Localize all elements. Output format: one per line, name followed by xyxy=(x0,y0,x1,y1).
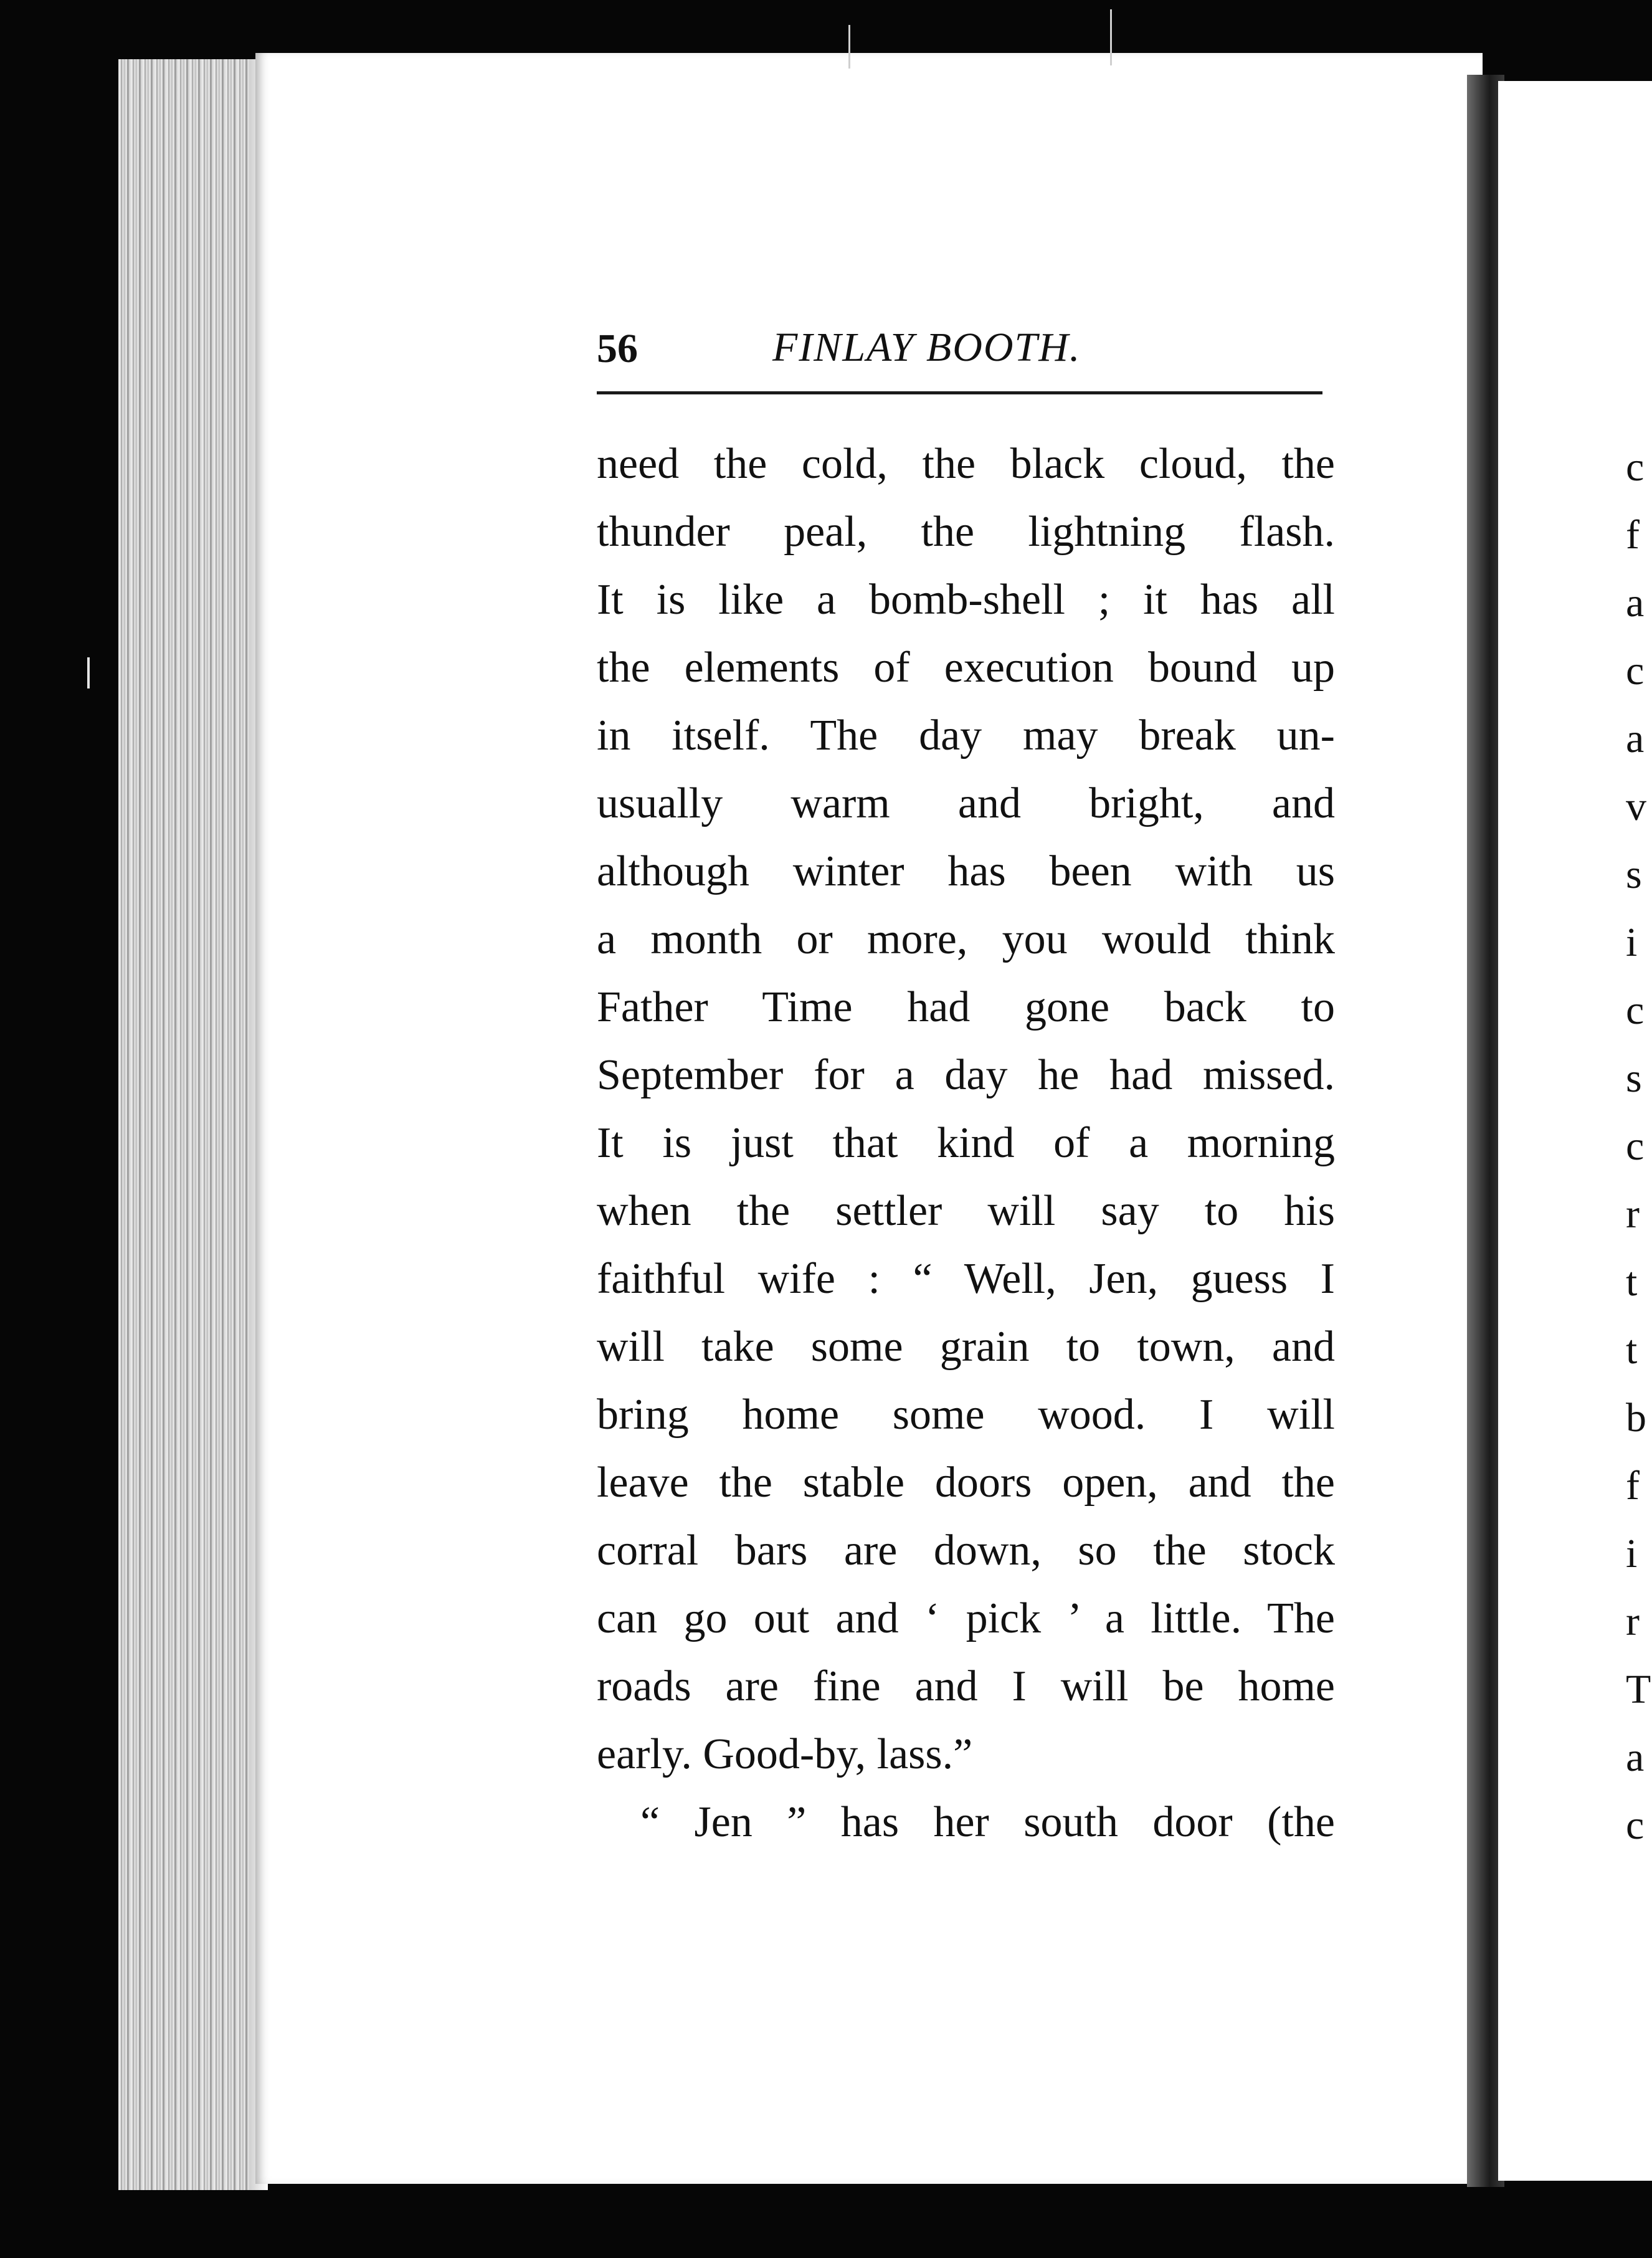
header-rule xyxy=(597,391,1322,394)
facing-letter: a xyxy=(1626,1735,1645,1780)
text-line: September for a day he had missed. xyxy=(597,1051,1335,1099)
text-line: It is just that kind of a morning xyxy=(597,1119,1335,1167)
text-line: the elements of execution bound up xyxy=(597,644,1335,692)
text-line: need the cold, the black cloud, the xyxy=(597,440,1335,488)
facing-letter: T xyxy=(1626,1667,1651,1712)
running-title: FINLAY BOOTH. xyxy=(772,325,1081,370)
text-line: usually warm and bright, and xyxy=(597,779,1335,827)
page-number: 56 xyxy=(597,326,638,371)
facing-page-text-fragments xyxy=(1626,433,1651,1859)
facing-letter: c xyxy=(1626,444,1645,490)
text-line: corral bars are down, so the stock xyxy=(597,1527,1335,1574)
facing-letter: t xyxy=(1626,1259,1638,1305)
facing-letter: f xyxy=(1626,1463,1640,1508)
text-line: roads are fine and I will be home xyxy=(597,1662,1335,1710)
running-header xyxy=(597,317,1326,391)
facing-letter: v xyxy=(1626,784,1646,829)
stacked-page-edges xyxy=(118,59,268,2190)
text-line: in itself. The day may break un- xyxy=(597,712,1335,760)
facing-letter: r xyxy=(1626,1599,1640,1644)
facing-letter: i xyxy=(1626,1531,1638,1576)
facing-letter: r xyxy=(1626,1191,1640,1237)
facing-letter: c xyxy=(1626,988,1645,1033)
body-text xyxy=(597,430,1335,1856)
facing-letter: i xyxy=(1626,920,1638,965)
text-line: can go out and ‘ pick ’ a little. The xyxy=(597,1594,1335,1642)
facing-letter: b xyxy=(1626,1395,1646,1441)
facing-letter: a xyxy=(1626,580,1645,626)
facing-letter: t xyxy=(1626,1327,1638,1373)
facing-letter: s xyxy=(1626,852,1642,897)
text-line: “ Jen ” has her south door (the xyxy=(640,1798,1335,1846)
text-line: faithful wife : “ Well, Jen, guess I xyxy=(597,1255,1335,1303)
text-line: thunder peal, the lightning flash. xyxy=(597,508,1335,556)
text-line: It is like a bomb-shell ; it has all xyxy=(597,576,1335,624)
text-line: bring home some wood. I will xyxy=(597,1391,1335,1439)
facing-letter: f xyxy=(1626,512,1640,558)
text-line: will take some grain to town, and xyxy=(597,1323,1335,1371)
facing-letter: c xyxy=(1626,648,1645,693)
facing-letter: c xyxy=(1626,1123,1645,1169)
facing-letter: s xyxy=(1626,1055,1642,1101)
text-line: leave the stable doors open, and the xyxy=(597,1459,1335,1507)
facing-letter: c xyxy=(1626,1803,1645,1848)
facing-letter: a xyxy=(1626,716,1645,761)
text-line: a month or more, you would think xyxy=(597,915,1335,963)
text-line: Father Time had gone back to xyxy=(597,983,1335,1031)
text-line: although winter has been with us xyxy=(597,847,1335,895)
text-line: when the settler will say to his xyxy=(597,1187,1335,1235)
text-line: early. Good-by, lass.” xyxy=(597,1730,973,1778)
